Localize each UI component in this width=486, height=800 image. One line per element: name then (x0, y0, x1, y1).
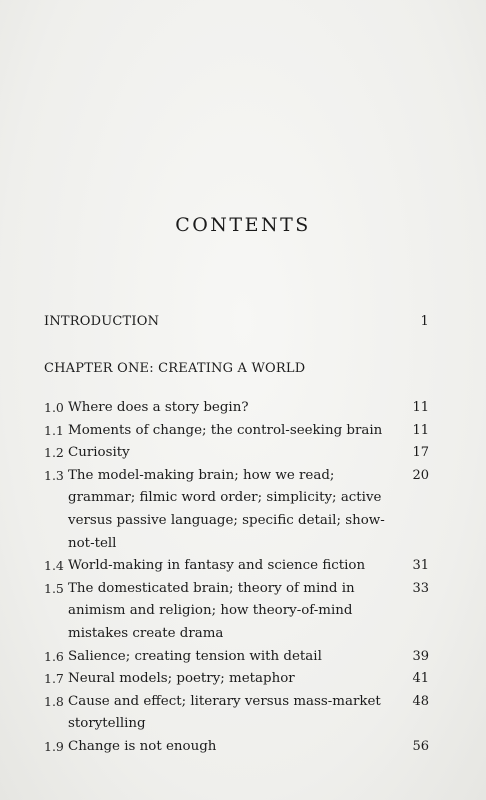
toc-entry (44, 691, 429, 736)
entry-text: The model-making brain; how we read; grammar; filmic word order; simplicity; active versus passive language; specific detail; show-not-tell (68, 467, 385, 551)
entry-text: Curiosity (68, 445, 130, 461)
entry-number: 1.0 (44, 400, 64, 415)
entry-page-number: 17 (412, 445, 429, 461)
entry-page-number: 20 (412, 467, 429, 483)
introduction-entry (44, 314, 429, 329)
entry-page-number: 11 (412, 422, 429, 438)
entry-page-number: 48 (412, 693, 429, 709)
entry-text: Cause and effect; literary versus mass-market storytelling (68, 693, 381, 732)
toc-entry (44, 420, 429, 443)
entry-text: Moments of change; the control-seeking brain (68, 422, 383, 438)
toc-list (44, 397, 429, 759)
entry-number: 1.8 (44, 693, 64, 709)
entry-number: 1.2 (44, 445, 64, 461)
entry-number: 1.1 (44, 422, 64, 438)
entry-text: Salience; creating tension with detail (68, 648, 322, 664)
introduction-label: INTRODUCTION (44, 314, 160, 329)
entry-number: 1.9 (44, 738, 64, 754)
toc-entry (44, 646, 429, 669)
entry-text: The domesticated brain; theory of mind in animism and religion; how theory-of-mind mistakes create drama (68, 580, 355, 641)
entry-page-number: 31 (412, 558, 429, 574)
entry-text: World-making in fantasy and science fiction (68, 558, 366, 574)
entry-page-number: 41 (412, 671, 429, 687)
entry-number: 1.3 (44, 467, 64, 483)
entry-text: Change is not enough (68, 738, 217, 754)
entry-page-number: 11 (412, 400, 429, 415)
entry-page-number: 33 (412, 580, 429, 596)
introduction-page-number: 1 (420, 314, 429, 329)
chapter-heading: CHAPTER ONE: CREATING A WORLD (44, 361, 306, 376)
entry-number: 1.6 (44, 648, 64, 664)
toc-entry (44, 465, 429, 555)
entry-number: 1.4 (44, 558, 64, 574)
entry-page-number: 56 (412, 738, 429, 754)
entry-number: 1.5 (44, 580, 64, 596)
toc-entry (44, 668, 429, 691)
toc-entry (44, 555, 429, 578)
contents-title: CONTENTS (175, 214, 311, 236)
entry-number: 1.7 (44, 671, 64, 687)
toc-entry (44, 442, 429, 465)
toc-entry (44, 578, 429, 646)
toc-entry (44, 397, 429, 420)
entry-page-number: 39 (412, 648, 429, 664)
entry-text: Neural models; poetry; metaphor (68, 671, 295, 687)
toc-entry (44, 736, 429, 759)
entry-text: Where does a story begin? (68, 400, 249, 415)
